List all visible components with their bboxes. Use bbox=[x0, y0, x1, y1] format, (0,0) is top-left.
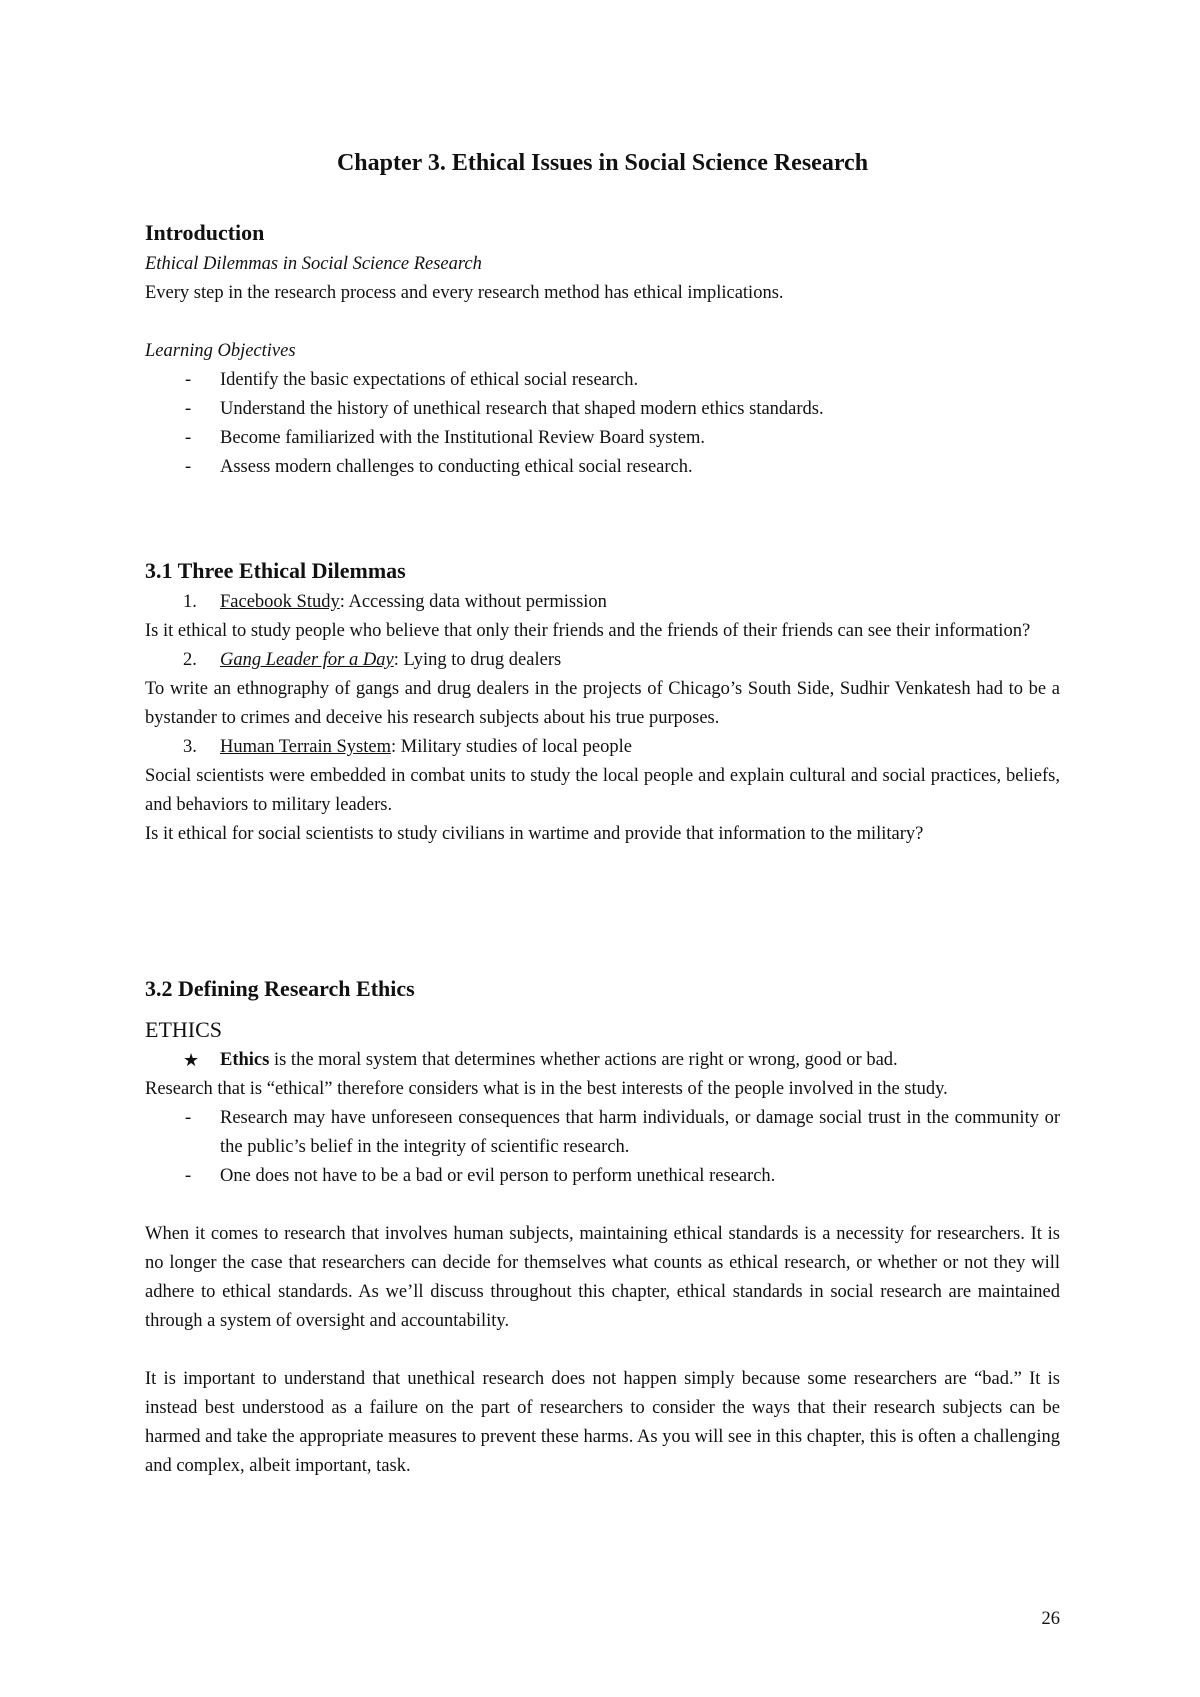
dash-marker: - bbox=[185, 1108, 192, 1128]
objective-text: Identify the basic expectations of ethical social research. bbox=[220, 370, 639, 390]
item-description: : Accessing data without permission bbox=[339, 592, 607, 612]
introduction-heading: Introduction bbox=[145, 220, 265, 245]
body-paragraph: It is important to understand that unethical research does not happen simply because some researchers are “bad.” It is instead best understood as a failure on the part of researchers to consider the ways that their research subjects can be harmed and take the appropriate measures to prevent these harms. As you will see in this chapter, this is often a challenging and complex, albeit important, task. bbox=[145, 1369, 1060, 1476]
ethics-definition bbox=[145, 1046, 1060, 1075]
section-3-2-heading: 3.2 Defining Research Ethics bbox=[145, 976, 415, 1001]
dilemma-paragraph: Is it ethical to study people who believe that only their friends and the friends of their friends can see their information? bbox=[145, 621, 1031, 641]
ethics-subheading: ETHICS bbox=[145, 1017, 222, 1042]
gang-leader-link[interactable]: Gang Leader for a Day bbox=[220, 650, 394, 670]
list-item bbox=[145, 588, 1060, 617]
item-number: 2. bbox=[183, 650, 197, 670]
dash-marker: - bbox=[185, 428, 192, 448]
human-terrain-link[interactable]: Human Terrain System bbox=[220, 737, 391, 757]
list-item bbox=[145, 1104, 1060, 1162]
ethics-term: Ethics bbox=[220, 1050, 270, 1070]
definition-text: is the moral system that determines whether actions are right or wrong, good or bad. bbox=[269, 1050, 898, 1070]
spacer bbox=[145, 308, 1060, 337]
page-number: 26 bbox=[1041, 1609, 1060, 1629]
section-3-2 bbox=[145, 972, 1060, 1481]
intro-subheading: Ethical Dilemmas in Social Science Research bbox=[145, 254, 482, 274]
bullet-text: Research may have unforeseen consequences that harm individuals, or damage social trust in the community or the public’s belief in the integrity of scientific research. bbox=[220, 1108, 1060, 1157]
dash-marker: - bbox=[185, 399, 192, 419]
dilemma-paragraph: To write an ethnography of gangs and drug dealers in the projects of Chicago’s South Side, Sudhir Venkatesh had to be a bystander to crimes and deceive his research subjects about his true purposes. bbox=[145, 679, 1060, 728]
ethics-bullets bbox=[145, 1104, 1060, 1191]
dilemma-item-2 bbox=[145, 646, 1060, 675]
dash-marker: - bbox=[185, 370, 192, 390]
ethics-paragraph: Research that is “ethical” therefore considers what is in the best interests of the people involved in the study. bbox=[145, 1079, 948, 1099]
dash-marker: - bbox=[185, 457, 192, 477]
objective-text: Understand the history of unethical research that shaped modern ethics standards. bbox=[220, 399, 824, 419]
body-paragraph: When it comes to research that involves human subjects, maintaining ethical standards is a necessity for researchers. It is no longer the case that researchers can decide for themselves what counts as ethical research, or whether or not they will adhere to ethical standards. As we’ll discuss throughout this chapter, ethical standards in social research are maintained through a system of oversight and accountability. bbox=[145, 1224, 1060, 1331]
item-description: : Lying to drug dealers bbox=[393, 650, 562, 670]
bullet-text: One does not have to be a bad or evil person to perform unethical research. bbox=[220, 1166, 776, 1186]
intro-text: Every step in the research process and every research method has ethical implications. bbox=[145, 283, 784, 303]
objectives-heading: Learning Objectives bbox=[145, 341, 296, 361]
introduction-section bbox=[145, 216, 1060, 482]
list-item bbox=[145, 424, 1060, 453]
list-item bbox=[145, 395, 1060, 424]
objectives-list bbox=[145, 366, 1060, 482]
section-3-1 bbox=[145, 554, 1060, 849]
dilemma-paragraph: Social scientists were embedded in combat units to study the local people and explain cultural and social practices, beliefs, and behaviors to military leaders. bbox=[145, 766, 1060, 815]
item-number: 3. bbox=[183, 737, 197, 757]
list-item bbox=[145, 646, 1060, 675]
facebook-study-link[interactable]: Facebook Study bbox=[220, 592, 340, 612]
chapter-title: Chapter 3. Ethical Issues in Social Science Research bbox=[336, 150, 869, 176]
objective-text: Become familiarized with the Institutional Review Board system. bbox=[220, 428, 705, 448]
list-item bbox=[145, 733, 1060, 762]
list-item bbox=[145, 1162, 1060, 1191]
dilemma-item-1 bbox=[145, 588, 1060, 617]
star-icon: ★ bbox=[183, 1050, 200, 1070]
item-number: 1. bbox=[183, 592, 197, 612]
objective-text: Assess modern challenges to conducting ethical social research. bbox=[220, 457, 693, 477]
list-item bbox=[145, 453, 1060, 482]
item-description: : Military studies of local people bbox=[391, 737, 632, 757]
dash-marker: - bbox=[185, 1166, 192, 1186]
section-3-1-heading: 3.1 Three Ethical Dilemmas bbox=[145, 558, 406, 583]
dilemma-paragraph: Is it ethical for social scientists to study civilians in wartime and provide that information to the military? bbox=[145, 824, 924, 844]
dilemma-item-3 bbox=[145, 733, 1060, 762]
list-item bbox=[145, 366, 1060, 395]
